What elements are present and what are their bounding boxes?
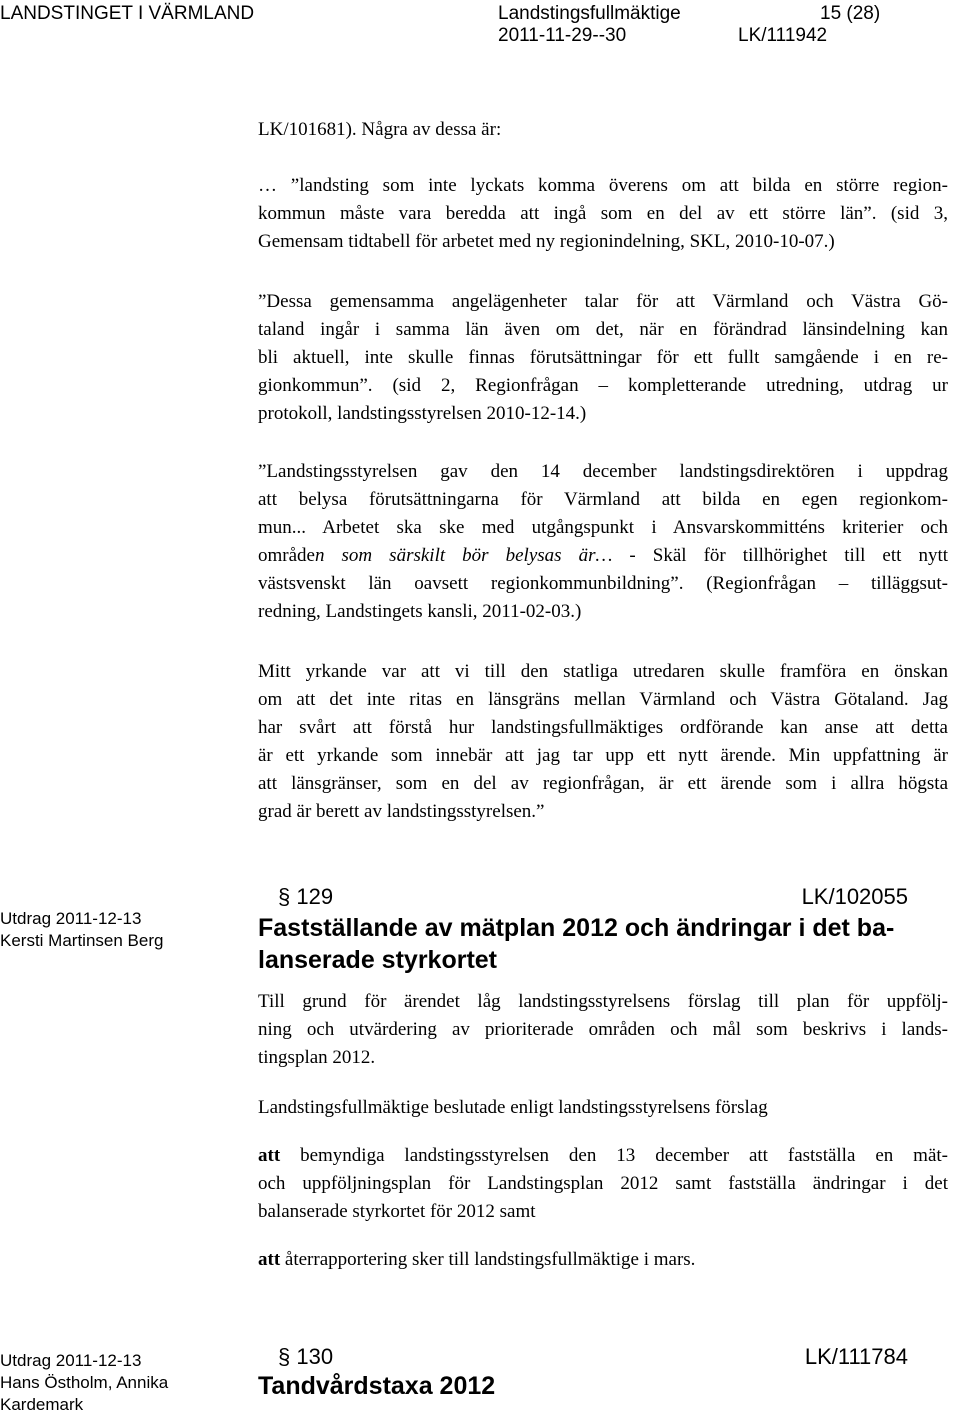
paragraph-mitt-yrkande — [258, 658, 948, 826]
section-130-sidenote — [0, 1350, 240, 1416]
header-lk-number: LK/111942 — [738, 25, 828, 46]
quote-2-line: protokoll, landstingsstyrelsen 2010-12-14.) — [258, 403, 587, 424]
sidenote-line: Utdrag 2011-12-13 — [0, 1351, 142, 1370]
quote-3-line: redning, Landstingets kansli, 2011-02-03.) — [258, 601, 582, 622]
quote-1 — [258, 172, 948, 256]
paragraph-line: tingsplan 2012. — [258, 1047, 376, 1068]
paragraph-line: Landstingsfullmäktige beslutade enligt landstingsstyrelsens förslag — [258, 1097, 768, 1118]
intro-paragraph — [258, 116, 948, 144]
header-org: LANDSTINGET I VÄRMLAND — [0, 3, 255, 24]
paragraph-line: har svårt att förstå hur landstingsfullmäktiges ordförande kan anse att detta — [258, 717, 948, 738]
section-129-title — [258, 912, 948, 976]
att-line: och uppföljningsplan för Landstingsplan 2012 samt fastställa ändringar i det — [258, 1173, 948, 1194]
att-keyword: att — [258, 1249, 281, 1270]
section-title-line: Tandvårdstaxa 2012 — [258, 1372, 496, 1400]
section-129-att-1 — [258, 1142, 948, 1226]
att-text: bemyndiga landstingsstyrelsen den 13 december att fastställa en mät- — [280, 1145, 948, 1166]
sidenote-line: Kersti Martinsen Berg — [0, 931, 164, 950]
quote-2-line: gionkommun”. (sid 2, Regionfrågan – kompletterande utredning, utdrag ur — [258, 375, 948, 396]
att-line — [258, 1246, 948, 1274]
quote-3-italic-text: n som särskilt bör belysas är… — [314, 545, 613, 566]
paragraph-line: grad är berett av landstingsstyrelsen.” — [258, 801, 545, 822]
sidenote-line: Kardemark — [0, 1395, 84, 1414]
quote-2 — [258, 288, 948, 428]
header-body: Landstingsfullmäktige — [498, 3, 681, 24]
paragraph-line: ning och utvärdering av prioriterade områden och mål som beskrivs i lands- — [258, 1019, 948, 1040]
quote-3-text: område — [258, 545, 315, 566]
section-130-title — [258, 1370, 948, 1402]
section-title-line: lanserade styrkortet — [258, 946, 498, 974]
section-lk-number: LK/102055 — [801, 884, 908, 909]
page-header — [0, 0, 960, 50]
quote-1-line: … ”landsting som inte lyckats komma överens om att bilda en större region- — [258, 175, 948, 196]
section-129-att-2 — [258, 1246, 948, 1274]
quote-3-text: - Skäl för tillhörighet till ett nytt — [612, 545, 949, 566]
att-text: återrapportering sker till landstingsfullmäktige i mars. — [280, 1249, 696, 1270]
quote-3-line: ”Landstingsstyrelsen gav den 14 december landstingsdirektören i uppdrag — [258, 461, 948, 482]
section-129-paragraph-1 — [258, 988, 948, 1072]
quote-3-line: mun... Arbetet ska ske med utgångspunkt i Ansvarskommitténs kriterier och — [258, 517, 948, 538]
section-title-line: Fastställande av mätplan 2012 och ändringar i det ba- — [258, 914, 895, 942]
intro-line: LK/101681). Några av dessa är: — [258, 119, 502, 140]
header-page-number: 15 (28) — [820, 3, 881, 24]
quote-1-line: Gemensam tidtabell för arbetet med ny regionindelning, SKL, 2010-10-07.) — [258, 231, 835, 252]
section-number: § 129 — [278, 884, 334, 909]
section-129-sidenote — [0, 908, 240, 952]
header-date: 2011-11-29--30 — [498, 25, 627, 46]
quote-1-line: kommun måste vara beredda att ingå som en del av ett större län”. (sid 3, — [258, 203, 948, 224]
quote-2-line: taland ingår i samma län även om det, när en förändrad länsindelning kan — [258, 319, 948, 340]
section-lk-number: LK/111784 — [804, 1344, 908, 1369]
quote-3 — [258, 458, 948, 626]
paragraph-line: är ett yrkande som innebär att jag tar upp ett nytt ärende. Min uppfattning är — [258, 745, 948, 766]
paragraph-line: Till grund för ärendet låg landstingsstyrelsens förslag till plan för uppfölj- — [258, 991, 948, 1012]
att-line — [258, 1142, 948, 1170]
paragraph-line: om att det inte ritas en länsgräns mellan Värmland och Västra Götaland. Jag — [258, 689, 948, 710]
quote-2-line: bli aktuell, inte skulle finnas förutsättningar för ett fullt samgående i en re- — [258, 347, 948, 368]
sidenote-line: Hans Östholm, Annika — [0, 1373, 169, 1392]
quote-3-line: västsvenskt län oavsett regionkommunbildning”. (Regionfrågan – tilläggsut- — [258, 573, 948, 594]
sidenote-line: Utdrag 2011-12-13 — [0, 909, 142, 928]
quote-3-line: att belysa förutsättningarna för Värmland att bilda en egen regionkom- — [258, 489, 948, 510]
section-number: § 130 — [278, 1344, 334, 1369]
quote-3-line — [258, 542, 948, 570]
paragraph-line: att länsgränser, som en del av regionfrågan, är ett ärende som i allra högsta — [258, 773, 948, 794]
att-keyword: att — [258, 1145, 281, 1166]
paragraph-line: Mitt yrkande var att vi till den statliga utredaren skulle framföra en önskan — [258, 661, 948, 682]
att-line: balanserade styrkortet för 2012 samt — [258, 1201, 536, 1222]
quote-2-line: ”Dessa gemensamma angelägenheter talar för att Värmland och Västra Gö- — [258, 291, 948, 312]
section-129-paragraph-2 — [258, 1094, 948, 1122]
